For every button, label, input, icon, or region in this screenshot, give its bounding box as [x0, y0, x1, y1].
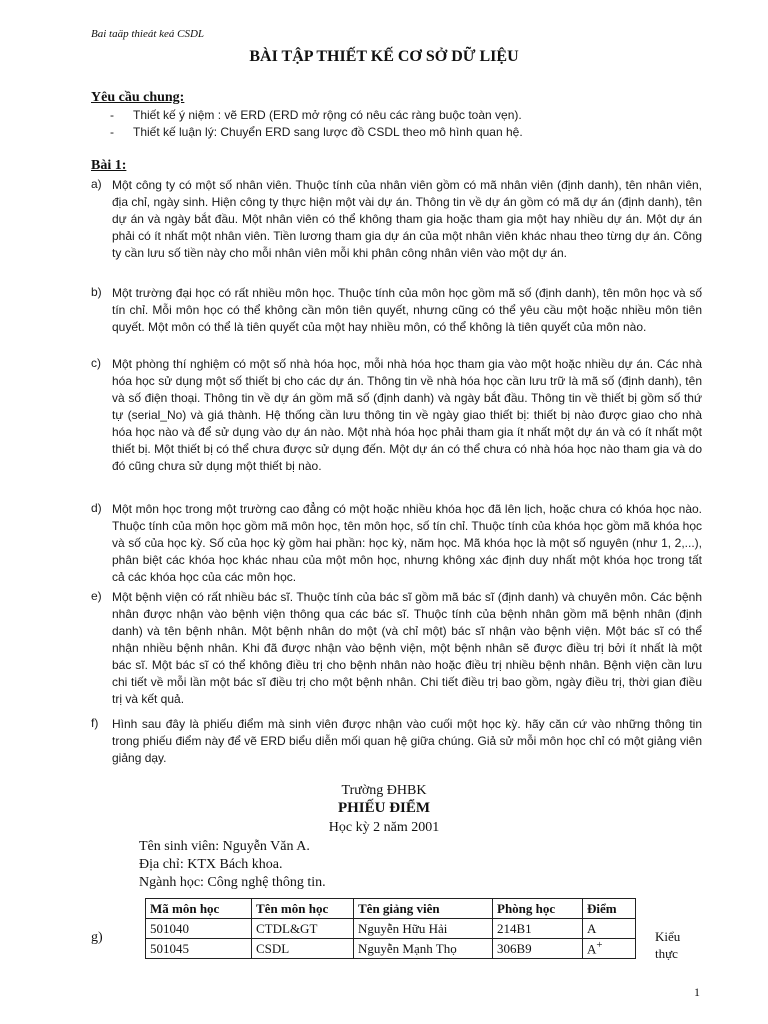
- grades-table: [145, 898, 636, 959]
- transcript-semester: Học kỳ 2 năm 2001: [328, 820, 440, 835]
- table-cell: 501040: [146, 919, 252, 939]
- table-cell: A+: [583, 939, 636, 959]
- general-item-text: Thiết kế ý niệm : vẽ ERD (ERD mở rộng có nêu các ràng buộc toàn vẹn).: [133, 108, 522, 122]
- table-cell: CTDL&GT: [252, 919, 354, 939]
- student-major: Ngành học: Công nghệ thông tin.: [139, 875, 326, 890]
- general-requirements-heading: Yêu cầu chung:: [91, 90, 185, 105]
- part-text: Một phòng thí nghiệm có một số nhà hóa học, mỗi nhà hóa học tham gia vào một hoặc nhiều dự án. Các nhà hóa học sử dụng một số thiết bị cho các dự án. Thông tin về nhà hóa học cần lưu trữ là mã số (định danh), tên và số điện thoại. Thông tin về dự án gồm mã số (định danh) và ngày bắt đầu. Thông tin về thiết bị gồm số thứ tự (serial_No) và giá thành. Hệ thống cần lưu thông tin về ngày giao thiết bị: thiết bị nào được giao cho nhà hóa học nào và để sử dụng vào dự án nào. Một nhà hóa học phải tham gia ít nhất một dự án và có ít nhất một thiết bị. Một thiết bị có thể chưa được sử dụng đến. Một dự án có thể chưa có nhà hóa học nào tham gia và do đó cũng chưa sử dụng một thiết bị nào.: [112, 357, 702, 473]
- document-title: BÀI TẬP THIẾT KẾ CƠ SỞ DỮ LIỆU: [249, 48, 519, 65]
- transcript-school: Trường ĐHBK: [341, 783, 427, 798]
- part-text: Một môn học trong một trường cao đẳng có một hoặc nhiều khóa học đã lên lịch, hoặc chưa có khóa học nào. Thuộc tính của môn học gồm mã môn học, tên môn học, số tín chỉ. Thuộc tính của khóa học gồm mã khóa học và số của học kỳ. Số của học kỳ gồm hai phần: học kỳ, năm học. Mã khóa học là một số nguyên (như 1, 2,...), phân biệt các khóa học khác nhau của một môn học, nhưng không xác định duy nhất một khóa học trong tất cả các khóa học của các môn học.: [112, 502, 702, 584]
- student-address: Địa chỉ: KTX Bách khoa.: [139, 857, 283, 872]
- dash-bullet-icon: -: [110, 125, 114, 139]
- column-header: Điểm: [583, 899, 636, 919]
- table-header-row: [146, 899, 636, 919]
- part-label: b): [91, 285, 102, 299]
- part-label: f): [91, 716, 99, 730]
- dash-bullet-icon: -: [110, 108, 114, 122]
- general-item-text: Thiết kế luận lý: Chuyển ERD sang lược đồ CSDL theo mô hình quan hệ.: [133, 125, 523, 139]
- table-cell: A: [583, 919, 636, 939]
- part-label: d): [91, 501, 102, 515]
- running-header: Bai taäp thieát keá CSDL: [91, 28, 205, 40]
- student-name: Tên sinh viên: Nguyễn Văn A.: [139, 839, 310, 854]
- column-header: Tên môn học: [252, 899, 354, 919]
- table-cell: CSDL: [252, 939, 354, 959]
- table-row: [146, 919, 636, 939]
- table-cell: Nguyễn Hữu Hải: [354, 919, 493, 939]
- part-text: Một công ty có một số nhân viên. Thuộc tính của nhân viên gồm có mã nhân viên (định danh), tên nhân viên, địa chỉ, ngày sinh. Hiện công ty thực hiện một vài dự án. Thông tin về dự án gồm có mã dự án (định danh), tên dự án và ngày bắt đầu. Một nhân viên có thể không tham gia hoặc tham gia một hay nhiều dự án. Một dự án phải có ít nhất một nhân viên. Tiền lương tham gia dự án của một nhân viên khác nhau theo từng dự án. Công ty cần lưu số tiền này cho mỗi nhân viên mỗi khi phân công nhân viên vào một dự án.: [112, 178, 702, 260]
- part-label: a): [91, 177, 102, 191]
- table-cell: 214B1: [493, 919, 583, 939]
- table-cell: 306B9: [493, 939, 583, 959]
- table-row: [146, 939, 636, 959]
- grade-plus-mark: +: [596, 939, 603, 952]
- part-text: Một trường đại học có rất nhiều môn học. Thuộc tính của môn học gồm mã số (định danh), tên môn học và số tín chỉ. Mỗi môn học có thể không cần môn tiên quyết, nhưng cũng có thể yêu cầu một hoặc nhiều môn tiên quyết. Một môn có thể là tiên quyết của một hay nhiều môn, có thể không là tiên quyết của môn nào.: [112, 286, 702, 334]
- part-text: Hình sau đây là phiếu điểm mà sinh viên được nhận vào cuối một học kỳ. hãy căn cứ vào những thông tin trong phiếu điểm này để vẽ ERD biểu diễn mối quan hệ giữa chúng. Giả sử mỗi môn học chỉ có một giảng viên giảng dạy.: [112, 717, 702, 765]
- page-number: 1: [694, 985, 700, 999]
- part-text: Một bệnh viện có rất nhiều bác sĩ. Thuộc tính của bác sĩ gồm mã bác sĩ (định danh) và chuyên môn. Các bệnh nhân được nhận vào bệnh viện thông qua các bác sĩ. Thuộc tính của bệnh nhân gồm mã bệnh nhân (định danh) và tên bệnh nhân. Một bệnh nhân do một (và chỉ một) bác sĩ nhận vào bệnh viện. Một bác sĩ có thể nhận nhiều bệnh nhân. Khi đã được nhận vào bệnh viện, một bệnh nhân sẽ được điều trị bởi ít nhất là một bác sĩ. Một bác sĩ có thể không điều trị cho bệnh nhân nào hoặc điều trị nhiều bệnh nhân. Bệnh viện cần lưu chi tiết về mỗi lần một bác sĩ điều trị cho một bệnh nhân. Chi tiết điều trị bao gồm, ngày điều trị, thời gian điều trị và kết quả.: [112, 590, 702, 706]
- part-g-label: g): [91, 930, 103, 945]
- column-header: Phòng học: [493, 899, 583, 919]
- table-cell: Nguyễn Mạnh Thọ: [354, 939, 493, 959]
- part-label: c): [91, 356, 101, 370]
- column-header: Tên giảng viên: [354, 899, 493, 919]
- transcript-title: PHIẾU ĐIỂM: [337, 800, 431, 816]
- column-header: Mã môn học: [146, 899, 252, 919]
- side-text-line-1: Kiểu: [655, 929, 681, 944]
- exercise-1-heading: Bài 1:: [91, 158, 127, 173]
- table-cell: 501045: [146, 939, 252, 959]
- side-text-line-2: thực: [655, 946, 678, 961]
- part-label: e): [91, 589, 102, 603]
